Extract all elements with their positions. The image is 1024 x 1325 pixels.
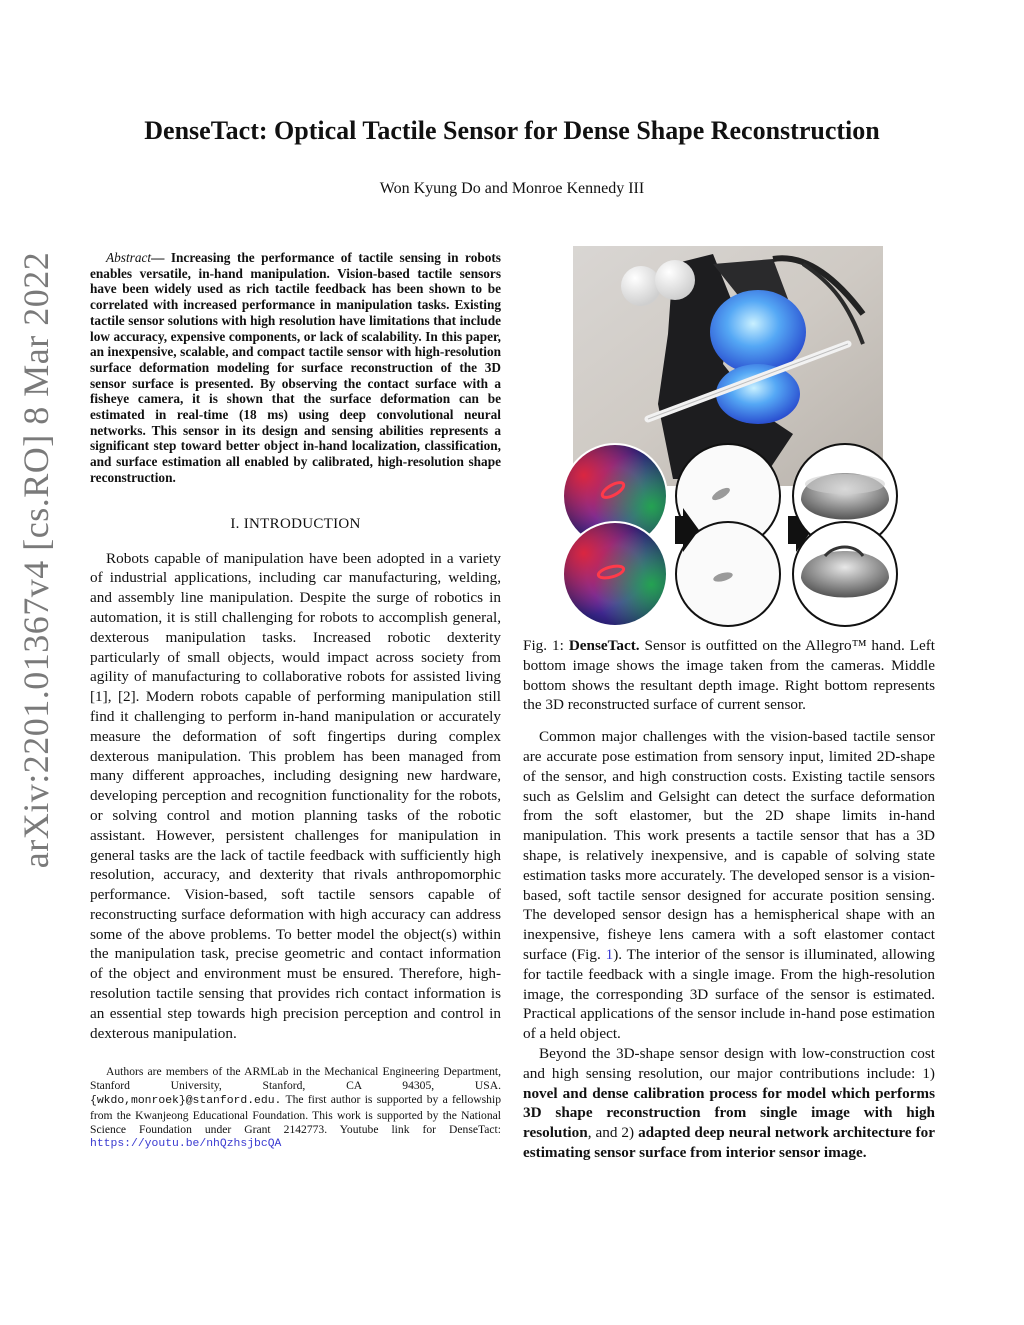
abstract-label: Abstract [106, 250, 152, 265]
introduction-paragraph: Robots capable of manipulation have been adopted in a variety of industrial applications, including car manufacturing, welding, and assembly line manipulation. Despite the surge of robotics in automation, it is still challenging for robots to accomplish general, dexterous manipulation tasks. Increased robotic dexterity particularly of small objects, would impact across society from agility of manufacturing to collaborative robots for assisted living [1], [2]. Modern robots capable of performing manipulation still find it challenging to perform in-hand manipulation or accurately measure the deformation of soft fingertips during complex dexterous manipulation. This problem has been managed from many different approaches, including designing new hardware, developing perception and recognition functionality for the robots, or solving control and motion planning tasks of the robotic assistant. However, persistent challenges for manipulation in general tasks are the lack of tactile feedback with sufficiently high resolution, accuracy, and dexterity that rivals anthropomorphic performance. Vision-based, soft tactile sensors capable of reconstructing surface deformation with high accuracy can address some of the above problems. To better model the object(s) within the manipulation task, precise geometric and contact information of the object and environment must be ensured. Therefore, high-resolution tactile sensing that provides rich contact information is an essential step towards high precision perception and control in dexterous manipulation. [90, 549, 501, 1042]
figure-reference-link[interactable]: 1 [605, 945, 614, 963]
section-title: INTRODUCTION [243, 515, 361, 532]
right-paragraph-1-text-a: Common major challenges with the vision-based tactile sensor are accurate pose estimation from sensory input, limited 2D-shape of the sensor, and high construction costs. Existing tactile sensors such as Gelslim and Gelsight can detect the surface deformation from the soft elastomer, but the 2D shape limits in-hand manipulation. This work presents a tactile sensor that has a 3D shape, is relatively inexpensive, and is capable of solving state estimation tasks more accurately. The developed sensor is a vision-based, soft tactile sensor designed for accurate position sensing. The developed sensor design has a hemispherical shape with an inexpensive, fisheye lens camera with a soft elastomer contact surface (Fig. [523, 728, 935, 963]
right-column [523, 244, 935, 1163]
footnote-funding: The first author is supported by a fellowship from the Kwanjeong Educational Foundation. This work is supported by the National Science Foundation under Grant 2142773. Youtube link for DenseTact: [90, 1093, 501, 1136]
paper-authors: Won Kyung Do and Monroe Kennedy III [379, 180, 645, 197]
white-ball-right [655, 260, 695, 300]
contribution-1: novel and dense calibration process for model which performs 3D shape reconstruction from single image with high resolution [523, 1084, 935, 1142]
sensor-dome-upper [710, 290, 806, 374]
author-footnote [90, 1065, 501, 1152]
abstract-text: Increasing the performance of tactile sensing in robots enables versatile, in-hand manipulation. Vision-based tactile sensors have been widely used as rich tactile feedback has been shown to be correlated with increased performance in manipulation tasks. Existing tactile sensor solutions with high resolution have limitations that include low accuracy, expensive components, or lack of scalability. In this paper, an inexpensive, scalable, and compact tactile sensor with high-resolution surface deformation modeling for surface reconstruction of the 3D sensor surface is presented. By observing the contact surface with a fisheye camera, it is shown that the surface deformation can be estimated in real-time (18 ms) using deep convolutional neural networks. This sensor in its design and sensing abilities represents a significant step toward better object in-hand localization, classification, and surface estimation all enabled by calibrated, high-resolution shape reconstruction. [90, 250, 501, 485]
section-heading-introduction [90, 516, 501, 533]
caption-title: DenseTact. [568, 637, 640, 654]
figure-1 [523, 244, 935, 630]
caption-text: Sensor is outfitted on the Allegro™ hand. Left bottom image shows the image taken from the cameras. Middle bottom shows the resultant depth image. Right bottom represents the 3D reconstructed surface of current sensor. [523, 637, 935, 714]
white-ball-left [621, 266, 661, 306]
contributions-joiner: , and 2) [587, 1124, 635, 1142]
right-paragraph-1-text-b: ). The interior of the sensor is illuminated, allowing for tactile feedback with a single image. From the high-resolution image, the corresponding 3D surface of the sensor is estimated. Practical applications of the sensor include in-hand pose estimation of a held object. [523, 945, 935, 1043]
reconstruction-image-bottom [793, 522, 897, 626]
left-column [90, 250, 501, 1164]
abstract-dash: — [151, 250, 165, 265]
contribution-2: adapted deep neural network architecture for estimating sensor surface from interior sensor image. [523, 1124, 935, 1161]
figure-1-caption [523, 636, 935, 715]
densetact-figure-image [563, 244, 935, 630]
sensor-dome-lower [716, 364, 800, 424]
section-number: I. [230, 515, 240, 532]
arxiv-identifier: arXiv:2201.01367v4 [cs.RO] 8 Mar 2022 [16, 251, 57, 869]
paper-title: DenseTact: Optical Tactile Sensor for Dense Shape Reconstruction [144, 116, 880, 145]
sensor-rgb-image-bottom [563, 522, 667, 626]
footnote-affiliation: Authors are members of the ARMLab in the Mechanical Engineering Department, Stanford University, Stanford, CA 94305, USA. [90, 1065, 501, 1093]
youtube-link[interactable]: https://youtu.be/nhQzhsjbcQA [90, 1138, 282, 1151]
footnote-emails: {wkdo,monroek}@stanford.edu. [90, 1095, 282, 1108]
contributions-intro: Beyond the 3D-shape sensor design with low-construction cost and high sensing resolution, our major contributions include: 1) [523, 1044, 935, 1082]
right-paragraph-1 [523, 727, 935, 1044]
abstract [90, 250, 501, 486]
right-paragraph-2 [523, 1044, 935, 1163]
caption-label: Fig. 1: [523, 637, 564, 654]
arxiv-side-stamp [6, 190, 66, 930]
